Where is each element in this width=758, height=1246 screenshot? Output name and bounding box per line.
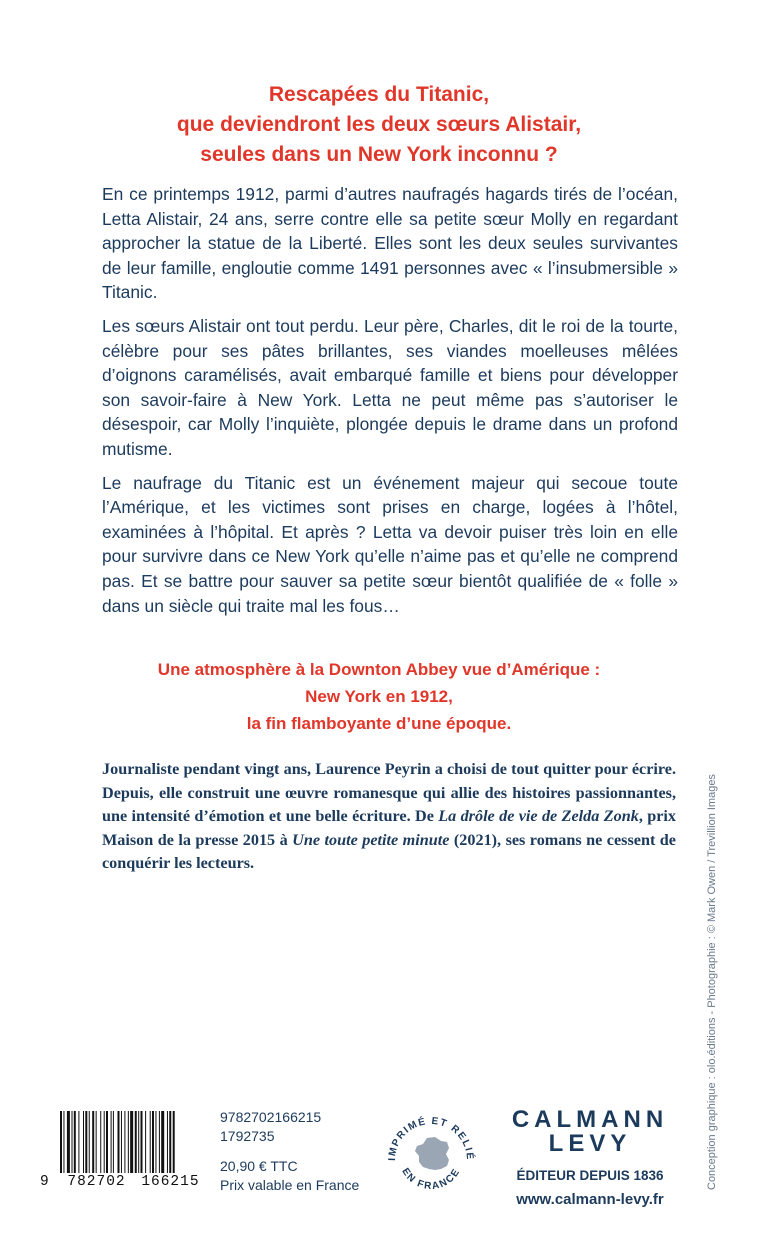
barcode-bar — [104, 1111, 105, 1173]
tagline-line-3: la fin flamboyante d’une époque. — [246, 714, 512, 733]
barcode-bar — [135, 1111, 137, 1173]
bio-book-title-1: La drôle de vie de Zelda Zonk — [438, 807, 639, 826]
synopsis-paragraph-2: Les sœurs Alistair ont tout perdu. Leur père, Charles, dit le roi de la tourte, célèbre pour ses pâtes brillantes, ses viandes moelleuses mêlées d’oignons caramélisés, avait embarqué famille et biens pour développer son savoir-faire à New York. Letta ne peut même pas s’autoriser le désespoir, car Molly l’inquiète, plongée depuis le drame dans un profond mutisme. — [102, 315, 678, 459]
barcode-group-1: 782702 — [67, 1174, 126, 1190]
barcode-first-digit: 9 — [40, 1174, 50, 1190]
tagline-line-1: Une atmosphère à la Downton Abbey vue d’Amérique : — [157, 660, 601, 679]
bio-text-3: (2021), ses romans ne cessent de conquérir les lecteurs. — [102, 830, 676, 873]
headline-line-2: que deviendront les deux sœurs Alistair, — [176, 113, 582, 136]
isbn: 9782702166215 — [220, 1109, 322, 1125]
barcode-bar — [67, 1111, 70, 1173]
photo-credit: Conception graphique : olo.éditions - Photographie : © Mark Owen / Trevillion Images — [706, 774, 718, 1190]
synopsis-paragraph-1: En ce printemps 1912, parmi d’autres naufragés hagards tirés de l’océan, Letta Alistair, 24 ans, serre contre elle sa petite sœur Molly en regardant approcher la statue de la Liberté. Elles sont les deux seules survivantes de leur famille, engloutie comme 1491 personnes avec « l’insubmersible » Titanic. — [102, 184, 678, 303]
barcode-bar — [63, 1111, 64, 1173]
barcode-bar — [89, 1111, 90, 1173]
tagline-line-2: New York en 1912, — [305, 687, 453, 706]
synopsis — [102, 182, 678, 627]
barcode-bar — [138, 1111, 139, 1173]
internal-code: 1792735 — [220, 1128, 275, 1144]
barcode-bar — [173, 1111, 175, 1173]
bio-book-title-2: Une toute petite minute — [292, 830, 450, 849]
barcode-bar — [159, 1111, 160, 1173]
barcode-bar — [121, 1111, 122, 1173]
barcode-bar — [161, 1111, 164, 1173]
barcode-bar — [100, 1111, 101, 1173]
barcode — [58, 1111, 208, 1173]
barcode-group-2: 166215 — [141, 1174, 200, 1190]
barcode-bar — [111, 1111, 112, 1173]
publisher-since: ÉDITEUR DEPUIS 1836 — [516, 1168, 664, 1183]
barcode-bar — [128, 1111, 129, 1173]
seal-bottom-text: EN FRANCE — [399, 1166, 463, 1193]
price: 20,90 € TTC — [220, 1158, 298, 1174]
book-info — [220, 1108, 359, 1195]
barcode-bar — [118, 1111, 120, 1173]
barcode-bar — [106, 1111, 108, 1173]
publisher-url[interactable]: www.calmann-levy.fr — [516, 1191, 664, 1208]
headline-line-3: seules dans un New York inconnu ? — [200, 143, 558, 166]
barcode-bar — [155, 1111, 156, 1173]
tagline — [0, 656, 758, 737]
barcode-bar — [85, 1111, 87, 1173]
barcode-bar — [72, 1111, 73, 1173]
price-validity: Prix valable en France — [220, 1177, 360, 1193]
barcode-bar — [113, 1111, 114, 1173]
barcode-bar — [74, 1111, 76, 1173]
barcode-bar — [96, 1111, 97, 1173]
headline-line-1: Rescapées du Titanic, — [268, 83, 490, 106]
barcode-bar — [60, 1111, 62, 1173]
barcode-bar — [83, 1111, 84, 1173]
back-cover-headline — [0, 80, 758, 170]
synopsis-paragraph-3: Le naufrage du Titanic est un événement majeur qui secoue toute l’Amérique, et les victimes sont prises en charge, logées à l’hôtel, examinées à l’hôpital. Et après ? Letta va devoir puiser très loin en elle pour survivre dans ce New York qu’elle n’aime pas et qu’elle ne comprend pas. Et se battre pour sauver sa petite sœur bientôt qualifiée de « folle » dans un siècle qui traite mal les fous… — [102, 472, 678, 616]
barcode-bar — [130, 1111, 133, 1173]
barcode-bar — [145, 1111, 146, 1173]
barcode-bar — [78, 1111, 79, 1173]
barcode-bar — [141, 1111, 143, 1173]
barcode-bar — [152, 1111, 154, 1173]
publisher-logo: CALMANN LEVY — [511, 1106, 669, 1157]
barcode-bar — [150, 1111, 151, 1173]
france-map-icon — [415, 1137, 449, 1170]
made-in-france-seal — [383, 1108, 479, 1204]
publisher — [510, 1108, 670, 1208]
barcode-bar — [169, 1111, 171, 1173]
barcode-bar — [124, 1111, 125, 1173]
bio-text-1: Journaliste pendant vingt ans, Laurence Peyrin a choisi de tout quitter pour écrire. Depuis, elle construit une œuvre romanesque qui allie des histoires passionnantes, une intensité d’émotion et une belle écriture. De — [102, 760, 676, 826]
bio-text-2: , prix Maison de la presse 2015 à — [102, 807, 676, 849]
svg-text:EN FRANCE — [399, 1166, 462, 1192]
barcode-bar — [92, 1111, 94, 1173]
author-bio — [102, 758, 676, 876]
barcode-bar — [167, 1111, 168, 1173]
barcode-digits — [40, 1174, 212, 1190]
seal-top-text: IMPRIMÉ ET RELIÉ — [386, 1115, 476, 1162]
